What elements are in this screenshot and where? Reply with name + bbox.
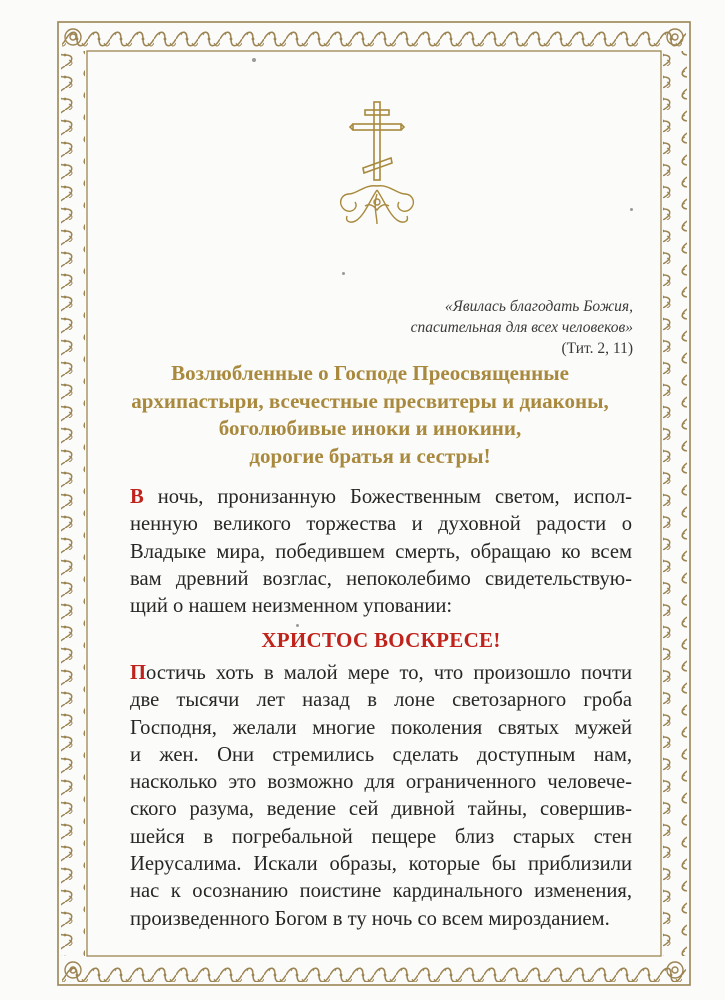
salutation-line: архипастыри, всечестные пресвитеры и диаконы, bbox=[131, 388, 609, 413]
paragraph-line: шейся в погребальной пещере близ старых стен bbox=[130, 825, 632, 848]
paragraph-intro bbox=[130, 484, 632, 620]
paragraph-line: Владыке мира, победившем смерть, обращаю ко всем bbox=[130, 540, 632, 563]
orthodox-cross-icon bbox=[321, 98, 433, 240]
paragraph-line bbox=[130, 660, 632, 687]
salutation-line: Возлюбленные о Господе Преосвященные bbox=[171, 361, 569, 385]
paschal-greeting: ХРИСТОС ВОСКРЕСЕ! bbox=[261, 628, 501, 652]
paragraph-line: ского разума, ведение сей дивной тайны, совершив- bbox=[130, 798, 632, 821]
paragraph-line: Иерусалима. Искали образы, которые бы приблизили bbox=[130, 853, 632, 876]
paper-speck bbox=[342, 272, 345, 275]
paper-speck bbox=[296, 624, 299, 627]
epigraph-line: «Явилась благодать Божия, bbox=[444, 298, 633, 315]
salutation-heading bbox=[100, 360, 640, 470]
paragraph-line-text: ночь, пронизанную Божественным светом, испол- bbox=[143, 486, 632, 508]
salutation-line: боголюбивые иноки и инокини, bbox=[218, 416, 522, 440]
paragraph-line bbox=[130, 484, 632, 511]
paragraph-line: и жен. Они стремились сделать доступным нам, bbox=[130, 743, 632, 766]
floral-ornament-icon bbox=[341, 186, 414, 224]
paper-speck bbox=[630, 208, 633, 211]
paragraph-line: щий о нашем неизменном уповании: bbox=[130, 595, 453, 618]
salutation-line: дорогие братья и сестры! bbox=[249, 443, 491, 468]
epigraph-line: спасительная для всех человеков» bbox=[410, 319, 633, 336]
paragraph-line: нас к осознанию поистине кардинального изменения, bbox=[130, 880, 632, 903]
drop-initial: В bbox=[130, 486, 144, 508]
paragraph-line: ненную великого торжества и духовной радости о bbox=[130, 513, 632, 536]
paragraph-main bbox=[130, 660, 632, 933]
paragraph-line: Господня, желали многие поколения святых мужей bbox=[130, 716, 632, 739]
cross-ornament bbox=[321, 98, 433, 240]
epigraph bbox=[303, 296, 633, 359]
drop-initial: П bbox=[130, 662, 147, 684]
paragraph-line: вам древний возглас, непоколебимо свидетельствую- bbox=[130, 567, 632, 590]
paper-speck bbox=[252, 58, 256, 62]
paragraph-line: произведенного Богом в ту ночь со всем мирозданием. bbox=[130, 907, 610, 930]
paragraph-line-text: остичь хоть в малой мере то, что произошло почти bbox=[146, 662, 632, 684]
paragraph-line: насколько это возможно для ограниченного человече- bbox=[130, 771, 632, 794]
paragraph-line: две тысячи лет назад в лоне светозарного гроба bbox=[130, 689, 632, 712]
epigraph-reference: (Тит. 2, 11) bbox=[561, 340, 633, 357]
